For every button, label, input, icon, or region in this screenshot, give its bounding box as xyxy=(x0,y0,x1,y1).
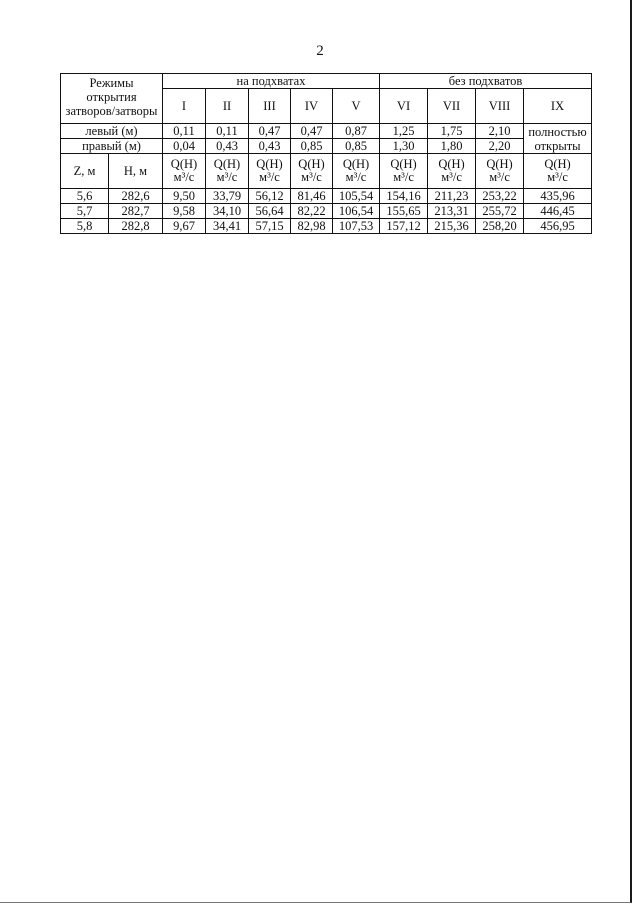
mode-number: I xyxy=(163,89,206,124)
flow-unit-header xyxy=(380,154,428,189)
flow-value-cell: 56,64 xyxy=(249,204,291,219)
right-opening-cell: 0,43 xyxy=(249,139,291,154)
flow-unit: м³/с xyxy=(173,170,195,184)
mode-number: IV xyxy=(291,89,333,124)
flow-label: Q(H) xyxy=(342,157,370,171)
flow-value-cell: 213,31 xyxy=(428,204,476,219)
right-gate-label: правый (м) xyxy=(61,139,163,154)
flow-value-cell: 105,54 xyxy=(333,189,380,204)
flow-value-cell: 81,46 xyxy=(291,189,333,204)
right-opening-cell: 2,20 xyxy=(476,139,524,154)
z-value-cell: 5,8 xyxy=(61,219,109,234)
group-without-lifts-header: без подхватов xyxy=(380,74,592,89)
page-number: 2 xyxy=(316,43,324,59)
flow-value-cell: 107,53 xyxy=(333,219,380,234)
flow-unit: м³/с xyxy=(301,170,322,184)
flow-unit: м³/с xyxy=(489,170,510,184)
flow-unit-header xyxy=(428,154,476,189)
flow-value-cell: 157,12 xyxy=(380,219,428,234)
right-opening-cell: 1,80 xyxy=(428,139,476,154)
flow-value-cell: 155,65 xyxy=(380,204,428,219)
mode-number: II xyxy=(206,89,249,124)
flow-unit: м³/с xyxy=(393,170,414,184)
left-opening-cell: 0,47 xyxy=(249,124,291,139)
flow-value-cell: 211,23 xyxy=(428,189,476,204)
flow-value-cell: 253,22 xyxy=(476,189,524,204)
right-opening-cell: 0,85 xyxy=(291,139,333,154)
mode-number: VIII xyxy=(476,89,524,124)
h-value-cell: 282,7 xyxy=(109,204,163,219)
flow-label: Q(H) xyxy=(298,157,325,171)
right-opening-cell: 0,04 xyxy=(163,139,206,154)
mode-number: V xyxy=(333,89,380,124)
left-gate-label: левый (м) xyxy=(61,124,163,139)
left-opening-cell: 0,11 xyxy=(206,124,249,139)
flow-unit-header xyxy=(291,154,333,189)
mode-number: IX xyxy=(524,89,592,124)
flow-label: Q(H) xyxy=(544,157,571,171)
right-opening-cell: 0,85 xyxy=(333,139,380,154)
flow-unit-header xyxy=(249,154,291,189)
left-opening-cell: 1,75 xyxy=(428,124,476,139)
left-gate-row xyxy=(61,124,592,139)
flow-unit-header xyxy=(206,154,249,189)
flow-value-cell: 82,22 xyxy=(291,204,333,219)
flow-value-cell: 456,95 xyxy=(524,219,592,234)
flow-label: Q(H) xyxy=(213,157,241,171)
left-opening-cell: 2,10 xyxy=(476,124,524,139)
data-rows xyxy=(61,189,592,234)
flow-value-cell: 34,41 xyxy=(206,219,249,234)
flow-value-cell: 258,20 xyxy=(476,219,524,234)
flow-unit: м³/с xyxy=(547,170,568,184)
flow-unit-header xyxy=(333,154,380,189)
left-opening-cell: 0,11 xyxy=(163,124,206,139)
flow-unit: м³/с xyxy=(441,170,462,184)
flow-unit-header xyxy=(524,154,592,189)
flow-unit: м³/с xyxy=(345,170,367,184)
flow-value-cell: 57,15 xyxy=(249,219,291,234)
flow-label: Q(H) xyxy=(390,157,417,171)
h-value-cell: 282,6 xyxy=(109,189,163,204)
left-opening-cell: 0,47 xyxy=(291,124,333,139)
units-header-row xyxy=(61,154,592,189)
h-value-cell: 282,8 xyxy=(109,219,163,234)
table-row xyxy=(61,219,592,234)
mode-number: III xyxy=(249,89,291,124)
flow-value-cell: 255,72 xyxy=(476,204,524,219)
flow-unit-header xyxy=(476,154,524,189)
right-opening-cell: 0,43 xyxy=(206,139,249,154)
flow-label: Q(H) xyxy=(256,157,283,171)
right-opening-cell: 1,30 xyxy=(380,139,428,154)
fully-open-cell: полностью открыты xyxy=(524,124,592,154)
flow-unit: м³/с xyxy=(259,170,280,184)
mode-header-cell: Режимы открытия затворов/затворы xyxy=(61,74,163,124)
right-gate-row xyxy=(61,139,592,154)
mode-number: VII xyxy=(428,89,476,124)
left-opening-cell: 1,25 xyxy=(380,124,428,139)
flow-label: Q(H) xyxy=(170,157,198,171)
flow-value-cell: 106,54 xyxy=(333,204,380,219)
flow-value-cell: 9,50 xyxy=(163,189,206,204)
flow-label: Q(H) xyxy=(486,157,513,171)
mode-number: VI xyxy=(380,89,428,124)
flow-value-cell: 9,67 xyxy=(163,219,206,234)
flow-value-cell: 446,45 xyxy=(524,204,592,219)
left-opening-cell: 0,87 xyxy=(333,124,380,139)
flow-value-cell: 56,12 xyxy=(249,189,291,204)
flow-value-cell: 215,36 xyxy=(428,219,476,234)
flow-value-cell: 9,58 xyxy=(163,204,206,219)
table-row xyxy=(61,189,592,204)
table-row xyxy=(61,204,592,219)
flow-unit-header xyxy=(163,154,206,189)
h-header: Н, м xyxy=(109,154,163,189)
z-value-cell: 5,6 xyxy=(61,189,109,204)
z-header: Z, м xyxy=(61,154,109,189)
flow-rate-table xyxy=(60,73,592,234)
flow-value-cell: 34,10 xyxy=(206,204,249,219)
flow-value-cell: 82,98 xyxy=(291,219,333,234)
flow-unit: м³/с xyxy=(216,170,238,184)
flow-label: Q(H) xyxy=(438,157,465,171)
flow-value-cell: 154,16 xyxy=(380,189,428,204)
flow-value-cell: 435,96 xyxy=(524,189,592,204)
z-value-cell: 5,7 xyxy=(61,204,109,219)
group-with-lifts-header: на подхватах xyxy=(163,74,380,89)
group-header-row xyxy=(61,74,592,89)
flow-value-cell: 33,79 xyxy=(206,189,249,204)
